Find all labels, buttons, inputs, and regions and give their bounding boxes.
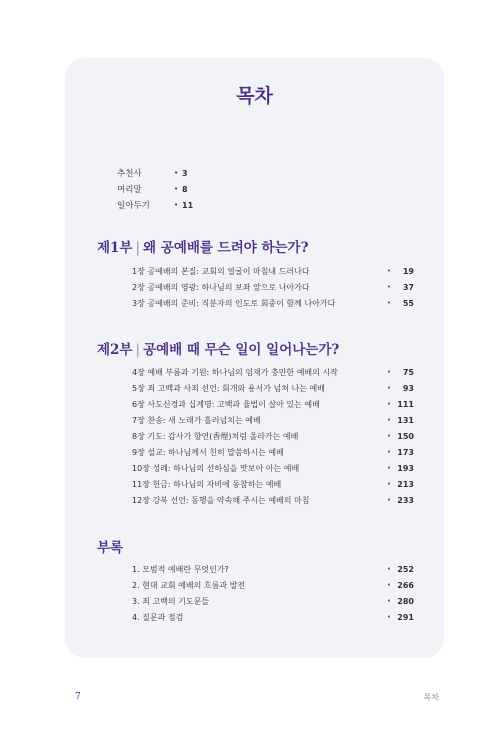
- running-head: 목차: [423, 693, 439, 702]
- bullet-dot-icon: •: [174, 185, 179, 193]
- bullet-dot-icon: •: [386, 416, 391, 424]
- chapter-page: 173: [397, 447, 414, 457]
- list-item[interactable]: [117, 165, 193, 181]
- chapter-title: 8장 기도: 감사가 향연(香煙)처럼 올라가는 예배: [132, 431, 299, 441]
- bullet-dot-icon: •: [386, 432, 391, 440]
- chapter-page: 19: [402, 266, 414, 276]
- chapter-title: 4장 예배 부름과 기원: 하나님의 임재가 충만한 예배의 시작: [132, 367, 338, 377]
- chapter-page: 37: [402, 282, 414, 292]
- chapter-page: 75: [402, 367, 414, 377]
- list-item[interactable]: [132, 593, 414, 609]
- appendix-item-title: 3. 죄 고백의 기도문들: [132, 596, 210, 606]
- toc-title: 목차: [236, 85, 273, 107]
- list-item[interactable]: [132, 364, 414, 380]
- bullet-dot-icon: •: [386, 283, 391, 291]
- chapter-page: 93: [402, 383, 414, 393]
- page-number: 7: [75, 692, 81, 702]
- bullet-dot-icon: •: [174, 201, 179, 209]
- divider: |: [135, 342, 141, 358]
- front-matter-page: 11: [182, 200, 194, 210]
- appendix-item-title: 1. 모범적 예배란 무엇인가?: [132, 564, 229, 574]
- chapter-page: 55: [402, 298, 414, 308]
- bullet-dot-icon: •: [174, 169, 179, 177]
- front-matter-label: 머리말: [117, 185, 142, 195]
- bullet-dot-icon: •: [386, 400, 391, 408]
- bullet-dot-icon: •: [386, 368, 391, 376]
- chapter-title: 11장 헌금: 하나님의 자비에 동참하는 예배: [132, 479, 282, 489]
- chapter-title: 10장 성례: 하나님의 선하심을 맛보아 아는 예배: [132, 463, 300, 473]
- front-matter-page: 3: [182, 168, 188, 178]
- list-item[interactable]: [132, 412, 414, 428]
- bullet-dot-icon: •: [386, 597, 391, 605]
- list-item[interactable]: [132, 396, 414, 412]
- chapter-title: 1장 공예배의 본질: 교회의 얼굴이 마침내 드러나다: [132, 266, 310, 276]
- chapter-title: 9장 설교: 하나님께서 친히 말씀하시는 예배: [132, 447, 284, 457]
- appendix-item-page: 252: [397, 564, 414, 574]
- list-item[interactable]: [132, 380, 414, 396]
- bullet-dot-icon: •: [386, 384, 391, 392]
- list-item[interactable]: [132, 295, 414, 311]
- list-item[interactable]: [132, 577, 414, 593]
- bullet-dot-icon: •: [386, 267, 391, 275]
- list-item[interactable]: [117, 197, 193, 213]
- chapter-page: 213: [397, 479, 414, 489]
- bullet-dot-icon: •: [386, 464, 391, 472]
- chapter-title: 12장 강복 선언: 동행을 약속해 주시는 예배의 마침: [132, 495, 310, 505]
- list-item[interactable]: [132, 428, 414, 444]
- appendix-list: [132, 561, 414, 625]
- list-item[interactable]: [132, 561, 414, 577]
- chapter-title: 2장 공예배의 영광: 하나님의 보좌 앞으로 나아가다: [132, 282, 310, 292]
- chapter-title: 6장 사도신경과 십계명: 고백과 율법이 살아 있는 예배: [132, 399, 320, 409]
- appendix-item-title: 4. 질문과 점검: [132, 612, 184, 622]
- list-item[interactable]: [132, 444, 414, 460]
- toc-panel: [65, 58, 444, 658]
- chapter-title: 5장 죄 고백과 사죄 선언: 회개와 용서가 넘쳐 나는 예배: [132, 383, 325, 393]
- bullet-dot-icon: •: [386, 299, 391, 307]
- chapter-page: 193: [397, 463, 414, 473]
- list-item[interactable]: [117, 181, 193, 197]
- front-matter-label: 일아두기: [117, 201, 150, 211]
- appendix-item-title: 2. 현대 교회 예배의 흐름과 발전: [132, 580, 246, 590]
- bullet-dot-icon: •: [386, 565, 391, 573]
- list-item[interactable]: [132, 476, 414, 492]
- list-item[interactable]: [132, 492, 414, 508]
- front-matter-page: 8: [182, 184, 188, 194]
- chapter-page: 233: [397, 495, 414, 505]
- list-item[interactable]: [132, 609, 414, 625]
- part-title: 왜 공예배를 드려야 하는가?: [143, 240, 309, 256]
- part-1-chapters: [132, 263, 414, 311]
- front-matter-list: [117, 165, 193, 213]
- part-2-heading: [97, 338, 339, 358]
- appendix-heading: 부록: [97, 540, 124, 556]
- chapter-page: 150: [397, 431, 414, 441]
- appendix-item-page: 280: [397, 596, 414, 606]
- part-2-chapters: [132, 364, 414, 508]
- list-item[interactable]: [132, 460, 414, 476]
- chapter-page: 131: [397, 415, 414, 425]
- part-number: 제1부: [97, 240, 133, 256]
- part-1-heading: [97, 236, 309, 256]
- chapter-page: 111: [397, 399, 414, 409]
- bullet-dot-icon: •: [386, 581, 391, 589]
- part-title: 공예배 때 무슨 일이 일어나는가?: [143, 342, 340, 358]
- chapter-title: 3장 공예배의 준비: 직분자의 인도로 회중이 함께 나아가다: [132, 298, 336, 308]
- part-number: 제2부: [97, 342, 133, 358]
- appendix-item-page: 291: [397, 612, 414, 622]
- bullet-dot-icon: •: [386, 448, 391, 456]
- bullet-dot-icon: •: [386, 480, 391, 488]
- front-matter-label: 추천사: [117, 169, 142, 179]
- bullet-dot-icon: •: [386, 496, 391, 504]
- appendix-item-page: 266: [397, 580, 414, 590]
- divider: |: [135, 240, 141, 256]
- chapter-title: 7장 찬송: 새 노래가 흘러넘치는 예배: [132, 415, 261, 425]
- list-item[interactable]: [132, 279, 414, 295]
- list-item[interactable]: [132, 263, 414, 279]
- bullet-dot-icon: •: [386, 613, 391, 621]
